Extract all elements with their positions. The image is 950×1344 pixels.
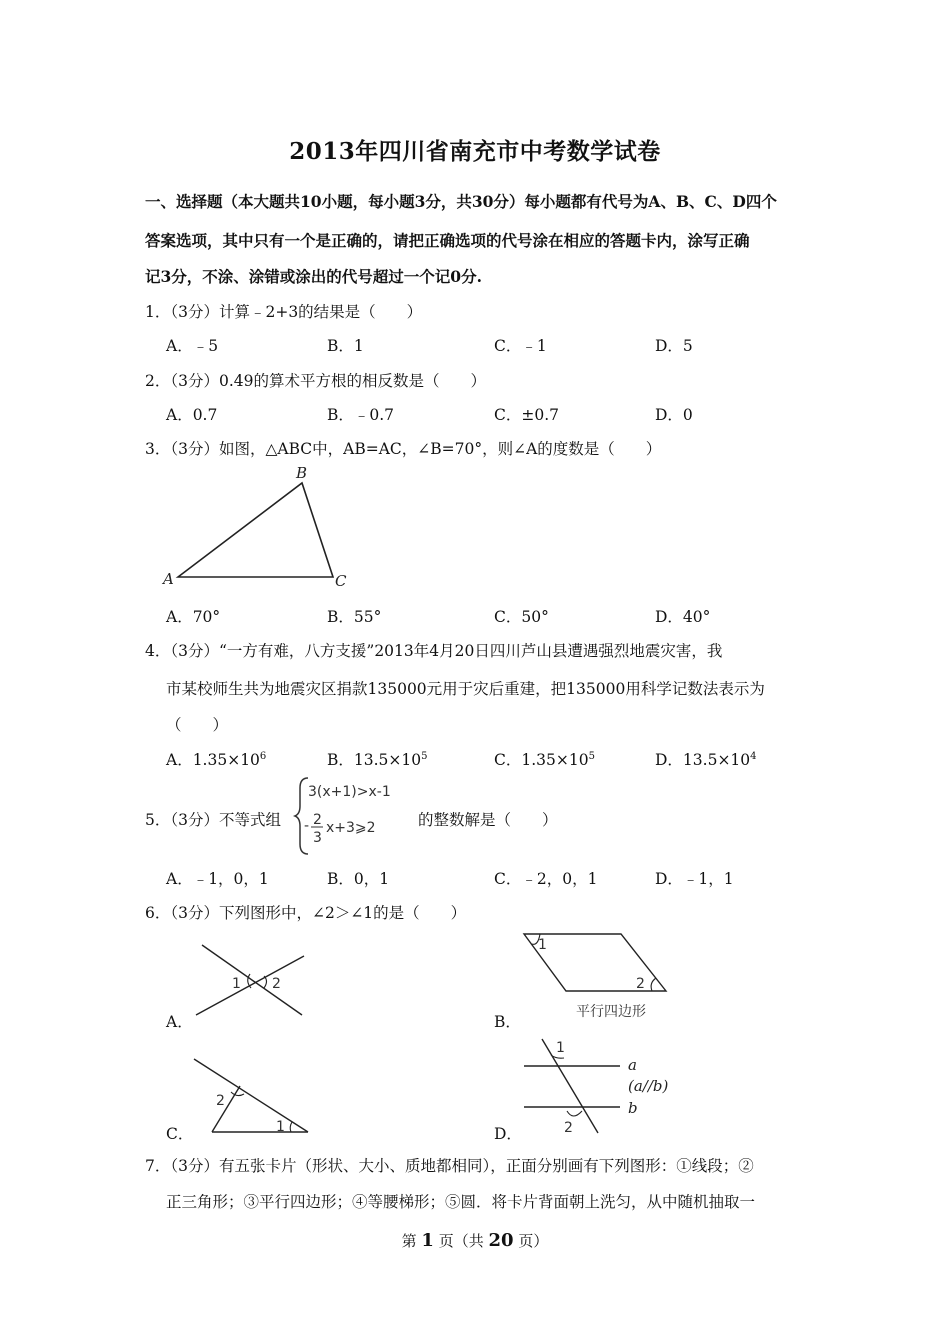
q6-d-parallel-note: (a//b) [628,1077,669,1095]
question-7-line-2: 正三角形；③平行四边形；④等腰梯形；⑤圆．将卡片背面朝上洗匀，从中随机抽取一 [166,1193,756,1211]
q6-option-a[interactable]: A． [166,1013,193,1031]
q3-triangle-figure [160,462,360,592]
q4-option-c[interactable]: C．$1.35\times 10^5$ [494,750,595,769]
q3-option-c[interactable]: C．50° [494,608,549,626]
q3-label-a: A [163,570,174,588]
q6-b-caption: 平行四边形 [576,1004,646,1020]
q1-option-a[interactable]: A．﹣5 [166,337,219,355]
q2-option-d[interactable]: D．0 [655,406,693,424]
q6-figure-b-parallelogram [518,928,678,1023]
question-7-line-1: 7．（3分）有五张卡片（形状、大小、质地都相同），正面分别画有下列图形：①线段；② [145,1157,754,1175]
q2-option-b[interactable]: B．﹣0.7 [327,406,395,424]
q5-option-b[interactable]: B．0，1 [327,870,390,888]
q6-option-b[interactable]: B． [494,1013,521,1031]
q6-option-c[interactable]: C． [166,1125,194,1143]
q2-option-c[interactable]: C．±0.7 [494,406,559,424]
q1-option-d[interactable]: D．5 [655,337,693,355]
question-1-stem: 1．（3分）计算﹣2+3的结果是（ ） [145,303,423,321]
q4-option-d[interactable]: D．$13.5\times 10^4$ [655,750,757,769]
q6-d-line-a: a [628,1056,637,1074]
q1-option-c[interactable]: C．﹣1 [494,337,547,355]
q6-a-angle-1: 1 [232,976,241,992]
q6-d-angle-2: 2 [564,1120,573,1136]
svg-text:-: - [304,818,310,834]
q5-inequality-1: 3(x+1)>x-1 [308,784,391,800]
q5-option-d[interactable]: D．﹣1，1 [655,870,734,888]
q3-label-c: C [335,572,347,590]
q5-inequality-system [296,776,416,856]
q1-option-b[interactable]: B．1 [327,337,364,355]
q6-figure-a-intersecting-lines [190,940,310,1020]
question-4-line-1: 4．（3分）“一方有难，八方支援”2013年4月20日四川芦山县遭遇强烈地震灾害，我 [145,642,723,660]
q3-option-b[interactable]: B．55° [327,608,382,626]
q5-option-c[interactable]: C．﹣2，0，1 [494,870,598,888]
q5-fraction-denominator: 3 [313,830,322,846]
page-title: 2013年四川省南充市中考数学试卷 [289,138,661,165]
q5-option-a[interactable]: A．﹣1，0，1 [166,870,269,888]
q6-d-line-b: b [628,1099,638,1117]
question-4-line-2: 市某校师生共为地震灾区捐款135000元用于灾后重建，把135000用科学记数法表示为 [166,680,765,698]
q6-c-angle-2: 2 [216,1093,225,1109]
q3-option-a[interactable]: A．70° [166,608,221,626]
question-3-stem: 3．（3分）如图，△ABC中，AB=AC，∠B=70°，则∠A的度数是（ ） [145,440,662,458]
current-page-number: 1 [421,1230,434,1251]
question-4-line-3: （ ） [166,716,229,734]
question-6-stem: 6．（3分）下列图形中，∠2＞∠1的是（ ） [145,904,467,922]
q4-option-a[interactable]: A．$1.35\times 10^6$ [166,750,267,769]
total-page-count: 20 [488,1230,514,1251]
question-5-stem-pre: 5．（3分）不等式组 [145,811,281,829]
q4-option-b[interactable]: B．$13.5\times 10^5$ [327,750,428,769]
question-5-stem-post: 的整数解是（ ） [418,811,558,829]
q6-a-angle-2: 2 [272,976,281,992]
question-2-stem: 2．（3分）0.49的算术平方根的相反数是（ ） [145,372,486,390]
q3-option-d[interactable]: D．40° [655,608,711,626]
section-instructions-line-1: 一、选择题（本大题共10小题，每小题3分，共30分）每小题都有代号为A、B、C、D四个 [145,192,777,211]
section-instructions-line-2: 答案选项，其中只有一个是正确的，请把正确选项的代号涂在相应的答题卡内，涂写正确 [145,231,750,250]
section-instructions-line-3: 记3分，不涂、涂错或涂出的代号超过一个记0分. [145,267,482,286]
q6-d-angle-1: 1 [556,1040,565,1056]
q6-option-d[interactable]: D． [494,1125,522,1143]
q6-figure-c-triangle [188,1055,318,1140]
q2-option-a[interactable]: A．0.7 [166,406,218,424]
q6-b-angle-1: 1 [538,937,547,953]
q6-figure-d-parallel-lines [518,1035,688,1140]
q6-c-angle-1: 1 [276,1119,285,1135]
q5-fraction-numerator: 2 [313,812,322,828]
q3-label-b: B [296,464,308,482]
q6-b-angle-2: 2 [636,976,645,992]
q5-inequality-2-rest: x+3⩾2 [326,820,376,836]
page-footer: 第 1 页（共 20 页） [401,1230,549,1251]
